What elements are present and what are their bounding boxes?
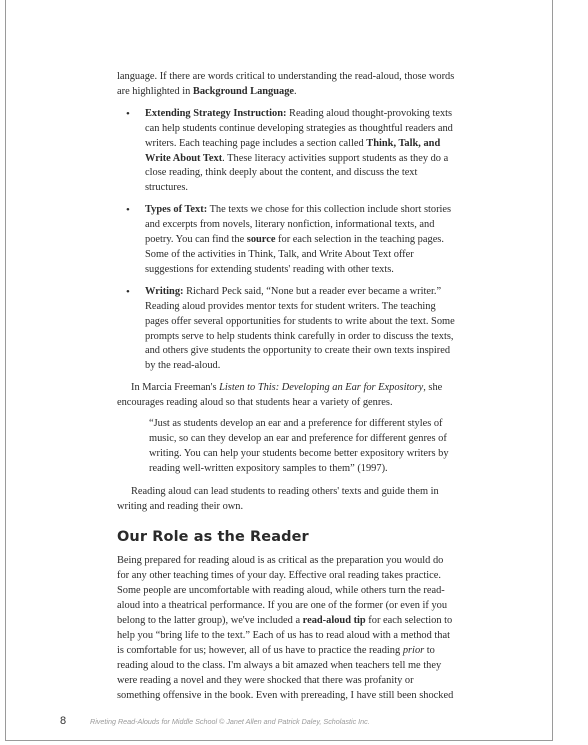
lead-paragraph: Reading aloud can lead students to reading others' texts and guide them in writing and reading their own. <box>117 485 439 512</box>
bullet-icon: • <box>126 285 130 298</box>
paragraph-text: for each selection to help you “bring life to the text.” Each of us has to read aloud with a method that is comfortable for us; however, all of us have to practice the reading <box>117 615 453 656</box>
list-item-term: Writing: <box>145 285 184 297</box>
page-number: 8 <box>60 715 67 727</box>
list-item-term: Extending Strategy Instruction: <box>145 107 287 119</box>
list-item-text: The texts we chose for this collection include short stories and excerpts from novels, literary nonfiction, informational texts, and poetry. You can find the <box>145 204 452 246</box>
list-item-text: . These literacy activities support students as they do a close reading, think deeply about the content, and discuss the text structures. <box>145 152 449 194</box>
section-heading: Our Role as the Reader <box>117 529 309 546</box>
list-item-term: Types of Text: <box>145 204 208 216</box>
list-item-bold: source <box>246 234 276 246</box>
intro-text: language. If there are words critical to understanding the read-aloud, those words are highlighted in <box>117 71 455 97</box>
credit-text: © Janet Allen and Patrick Daley, Scholastic Inc. <box>217 717 370 726</box>
copyright-credit <box>90 717 370 726</box>
feature-list <box>117 107 457 374</box>
page-body <box>117 70 457 703</box>
paragraph-text: , she encourages reading aloud so that students hear a variety of genres. <box>117 382 443 409</box>
bullet-icon: • <box>126 204 130 217</box>
paragraph-text: Being prepared for reading aloud is as critical as the preparation you would do for any other teaching times of your day. Effective oral reading takes practice. Some people are uncomfortable with reading aloud, while others turn the read-aloud into a theatrical performance. If you are one of the former (or even if you belong to the latter group), we've included a <box>117 555 448 626</box>
block-quote: “Just as students develop an ear and a preference for different styles of music, so can they develop an ear and preference for different genres of writing. You can help your students become better expository writers by reading well-written expository samples to them” (1997). <box>149 418 449 474</box>
role-paragraph <box>117 554 457 703</box>
list-item <box>117 285 457 374</box>
paragraph-text: to reading aloud to the class. I'm always a bit amazed when teachers tell me they were reading a novel and they were shocked that there was profanity or something offensive in the book. Even with prereading, I have still been shocked <box>117 644 454 701</box>
paragraph-text: In Marcia Freeman's <box>131 382 220 394</box>
intro-end: . <box>294 85 297 97</box>
list-item-text: Richard Peck said, “None but a reader ever became a writer.” Reading aloud provides mentor texts for student writers. The teaching pages offer several opportunities for students to write about the text. Some prompts serve to help students think carefully in order to discuss the texts, and others give students the opportunity to create their own texts inspired by the read-aloud. <box>145 285 455 372</box>
list-item-text: Reading aloud thought-provoking texts can help students continue developing strategies as thoughtful readers and writers. Each teaching page includes a section called <box>145 107 453 149</box>
paragraph-bold: read-aloud tip <box>302 615 366 626</box>
intro-continuation <box>117 70 457 100</box>
list-item-bold: Think, Talk, and Write About Text <box>145 137 441 164</box>
paragraph-italic: prior <box>402 644 425 656</box>
bullet-icon: • <box>126 107 130 120</box>
book-title: Listen to This: Developing an Ear for Expository <box>219 382 424 394</box>
credit-title: Riveting Read-Alouds for Middle School <box>90 717 218 726</box>
intro-bold: Background Language <box>192 85 295 97</box>
list-item <box>117 107 457 196</box>
list-item-text: for each selection in the teaching pages. Some of the activities in Think, Talk, and Write About Text offer suggestions for extending students' reading with other texts. <box>145 234 444 275</box>
list-item <box>117 203 457 278</box>
freeman-paragraph <box>117 381 457 411</box>
